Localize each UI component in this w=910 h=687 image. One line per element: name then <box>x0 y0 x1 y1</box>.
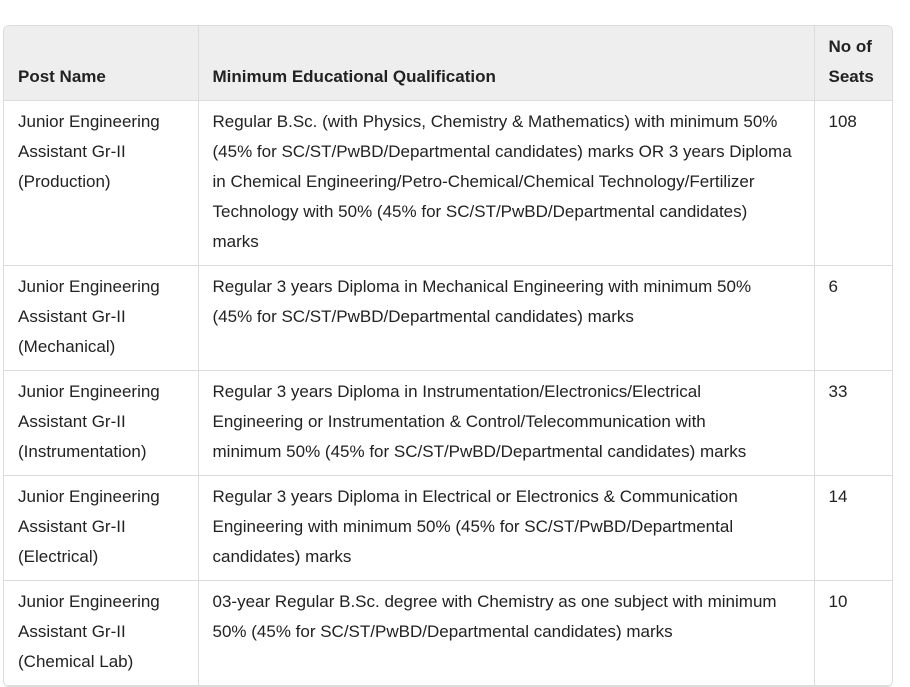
table-row <box>4 266 892 371</box>
qualification-line: Engineering or Instrumentation & Control/Telecommunication with <box>212 412 706 431</box>
seats-cell <box>814 371 892 476</box>
qualification-cell <box>198 266 814 371</box>
header-qualification-label: Minimum Educational Qualification <box>212 67 496 86</box>
post-name-cell <box>4 581 198 686</box>
post-name-line: Assistant Gr-II <box>18 412 126 431</box>
table-header-row <box>4 26 892 101</box>
header-post-name <box>4 26 198 101</box>
qualification-line: Technology with 50% (45% for SC/ST/PwBD/Departmental candidates) <box>212 202 748 221</box>
qualification-line: Regular 3 years Diploma in Electrical or Electronics & Communication <box>212 487 738 506</box>
post-name-line: Assistant Gr-II <box>18 142 126 161</box>
post-name-line: Junior Engineering <box>18 277 160 296</box>
post-name-cell <box>4 371 198 476</box>
header-seats-line-1: No of <box>828 37 872 56</box>
post-name-line: (Electrical) <box>18 547 99 566</box>
post-name-cell <box>4 101 198 266</box>
qualification-line: marks <box>212 232 259 251</box>
seats-cell <box>814 581 892 686</box>
seats-value: 108 <box>828 112 857 131</box>
post-name-line: (Mechanical) <box>18 337 116 356</box>
post-name-line: Junior Engineering <box>18 592 160 611</box>
header-seats <box>814 26 892 101</box>
qualification-line: Regular 3 years Diploma in Mechanical Engineering with minimum 50% <box>212 277 752 296</box>
seats-cell <box>814 476 892 581</box>
header-post-name-label: Post Name <box>18 67 106 86</box>
qualification-table-container <box>3 25 893 687</box>
table-body <box>4 101 892 686</box>
post-name-line: Assistant Gr-II <box>18 517 126 536</box>
header-seats-line-2: Seats <box>828 67 874 86</box>
post-name-line: (Chemical Lab) <box>18 652 134 671</box>
seats-value: 14 <box>828 487 848 506</box>
qualification-line: in Chemical Engineering/Petro-Chemical/Chemical Technology/Fertilizer <box>212 172 755 191</box>
table-row <box>4 371 892 476</box>
post-name-line: Junior Engineering <box>18 487 160 506</box>
qualification-cell <box>198 101 814 266</box>
seats-cell <box>814 101 892 266</box>
table-row <box>4 581 892 686</box>
table-row <box>4 101 892 266</box>
post-name-cell <box>4 476 198 581</box>
seats-value: 33 <box>828 382 848 401</box>
post-name-line: Junior Engineering <box>18 112 160 131</box>
qualification-line: (45% for SC/ST/PwBD/Departmental candidates) marks OR 3 years Diploma <box>212 142 792 161</box>
qualification-line: candidates) marks <box>212 547 352 566</box>
qualification-line: (45% for SC/ST/PwBD/Departmental candidates) marks <box>212 307 634 326</box>
post-name-line: Assistant Gr-II <box>18 622 126 641</box>
qualification-line: Regular B.Sc. (with Physics, Chemistry & Mathematics) with minimum 50% <box>212 112 778 131</box>
qualification-cell <box>198 371 814 476</box>
qualification-table <box>4 26 892 686</box>
qualification-cell <box>198 476 814 581</box>
qualification-cell <box>198 581 814 686</box>
post-name-line: Junior Engineering <box>18 382 160 401</box>
qualification-line: Engineering with minimum 50% (45% for SC/ST/PwBD/Departmental <box>212 517 734 536</box>
seats-value: 6 <box>828 277 838 296</box>
qualification-line: minimum 50% (45% for SC/ST/PwBD/Departmental candidates) marks <box>212 442 747 461</box>
seats-value: 10 <box>828 592 848 611</box>
post-name-line: (Instrumentation) <box>18 442 147 461</box>
qualification-line: 03-year Regular B.Sc. degree with Chemistry as one subject with minimum <box>212 592 777 611</box>
qualification-line: 50% (45% for SC/ST/PwBD/Departmental candidates) marks <box>212 622 673 641</box>
table-row <box>4 476 892 581</box>
header-qualification <box>198 26 814 101</box>
post-name-line: (Production) <box>18 172 111 191</box>
post-name-cell <box>4 266 198 371</box>
qualification-line: Regular 3 years Diploma in Instrumentation/Electronics/Electrical <box>212 382 701 401</box>
seats-cell <box>814 266 892 371</box>
post-name-line: Assistant Gr-II <box>18 307 126 326</box>
